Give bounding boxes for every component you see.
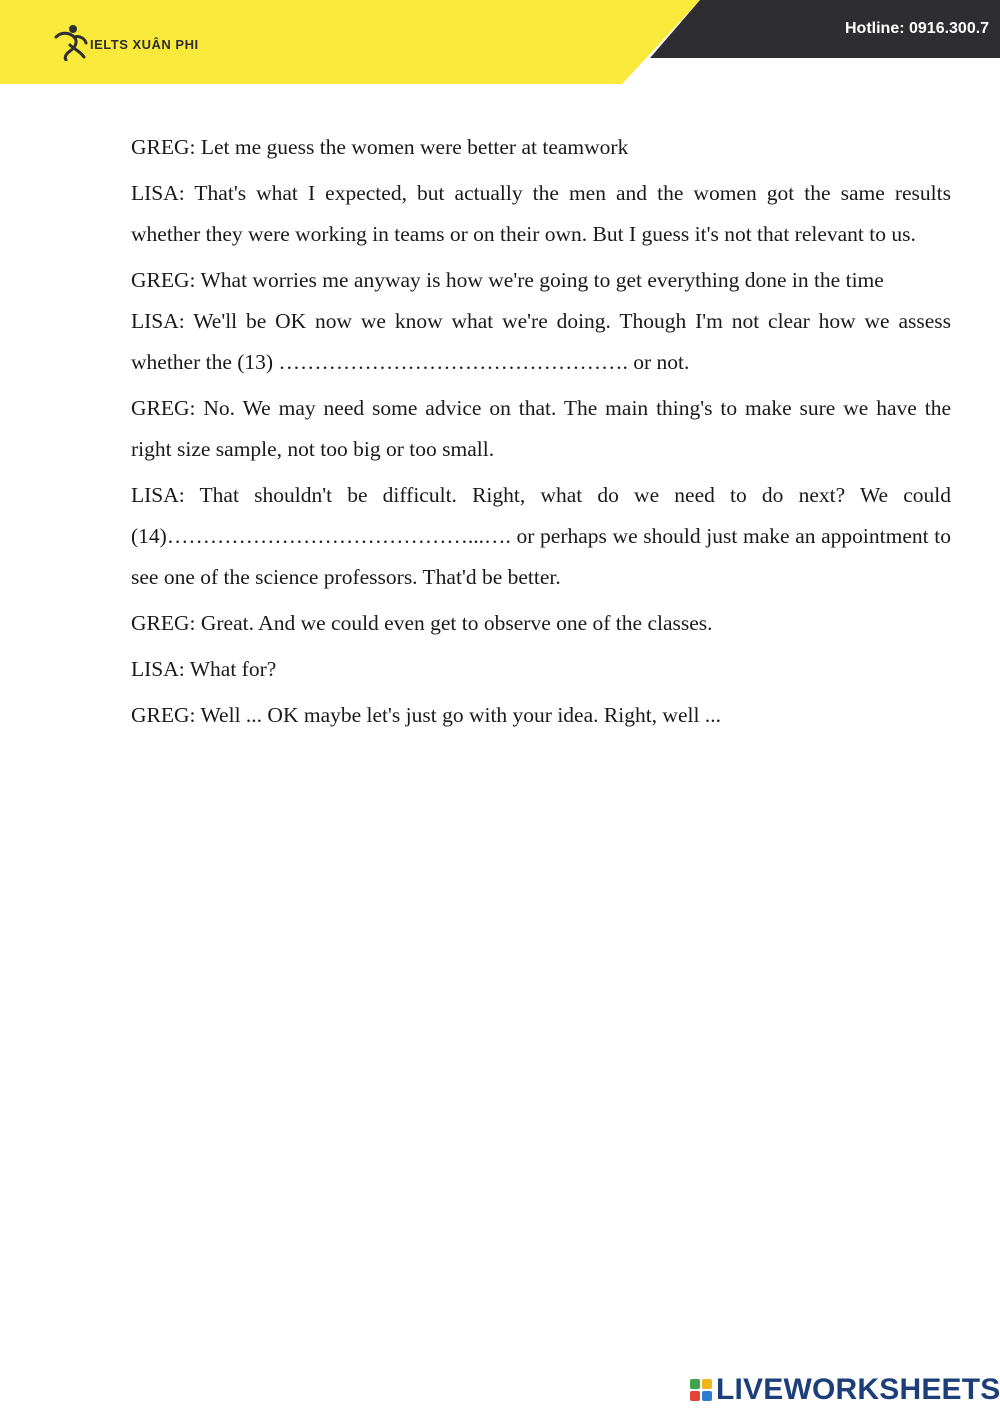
- logo-runner-icon: [52, 23, 88, 61]
- dialogue-line: GREG: No. We may need some advice on that. The main thing's to make sure we have the right size sample, not too big or too small.: [131, 396, 951, 461]
- dialogue-line: LISA: We'll be OK now we know what we're doing. Though I'm not clear how we assess whether the (13) …………………………………………. or not.: [131, 309, 951, 374]
- hotline-text: Hotline: 0916.300.7: [845, 20, 990, 37]
- liveworksheets-grid-icon: [690, 1379, 712, 1401]
- dialogue-line: GREG: Well ... OK maybe let's just go with your idea. Right, well ...: [131, 703, 721, 727]
- page-header: [0, 0, 1000, 84]
- dialogue-line: LISA: That's what I expected, but actually the men and the women got the same results whether they were working in teams or on their own. But I guess it's not that relevant to us.: [131, 181, 951, 246]
- liveworksheets-text: LIVEWORKSHEETS: [716, 1373, 1000, 1406]
- dialogue-line: LISA: That shouldn't be difficult. Right, what do we need to do next? We could (14)……………………………………...…. or perhaps we should just make an appointment to see one of the science professors. That'd be better.: [131, 483, 951, 589]
- dialogue-line: GREG: Great. And we could even get to observe one of the classes.: [131, 611, 713, 635]
- dialogue-line: GREG: What worries me anyway is how we're going to get everything done in the time: [131, 268, 884, 292]
- dialogue-transcript: [131, 127, 951, 741]
- liveworksheets-brand: [690, 1372, 1000, 1408]
- dialogue-line: GREG: Let me guess the women were better at teamwork: [131, 135, 629, 159]
- brand-logo: [52, 22, 199, 62]
- logo-text: IELTS XUÂN PHI: [90, 36, 199, 52]
- dialogue-line: LISA: What for?: [131, 657, 277, 681]
